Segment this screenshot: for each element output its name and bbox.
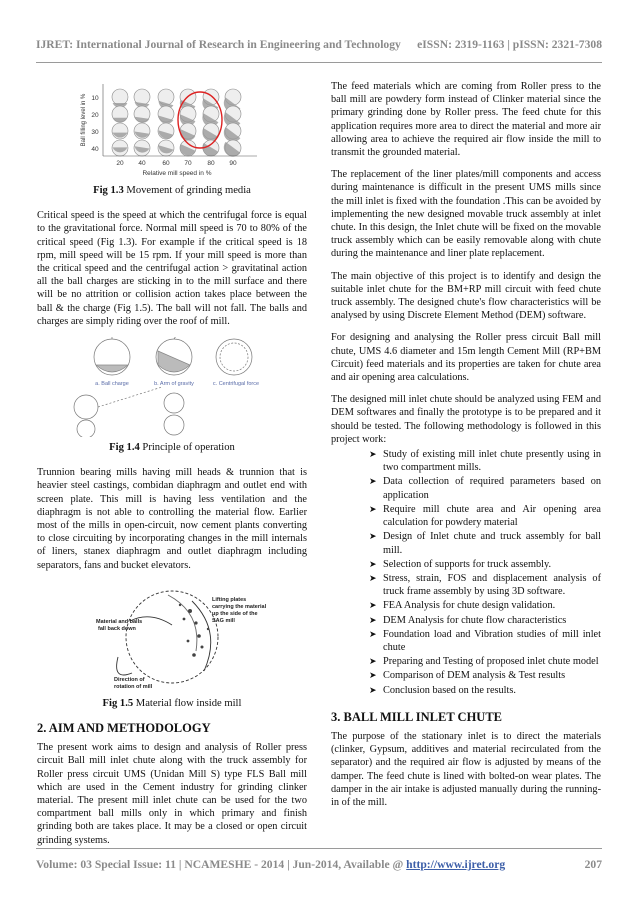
arrow-bullet-icon: ➤ [369, 449, 377, 460]
issn: eISSN: 2319-1163 | pISSN: 2321-7308 [417, 38, 602, 51]
list-item: ➤ Comparison of DEM analysis & Test results [369, 670, 566, 682]
arrow-bullet-icon: ➤ [369, 503, 377, 514]
arrow-bullet-icon: ➤ [369, 684, 377, 695]
y-tick: 20 [91, 112, 99, 119]
label-rotation: rotation of mill [114, 683, 153, 690]
list-item: ➤ Preparing and Testing of proposed inlet chute model [369, 656, 599, 668]
list-item: ➤ Require mill chute area and Air opening area calculation for powdery material [369, 503, 601, 529]
label-material-falls: Material and balls [96, 618, 143, 625]
paragraph: The designed mill inlet chute should be analyzed using FEM and DEM softwares and finally the prototype is to be prepared and it should be tested. The following methodology is followed in this project work: [331, 394, 601, 445]
label-rotation: Direction of [114, 676, 145, 683]
fig-1-4-principle-diagram [72, 337, 272, 437]
paragraph: The main objective of this project is to identify and design the suitable inlet chute for the BM+RP mill circuit with feed chute truck assembly. The designed chute's flow characteristics will be analysed by using Discrete Element Method (DEM) software. [331, 270, 601, 322]
x-axis-label: Relative mill speed in % [142, 170, 212, 177]
label-lifting-plates: SAG mill [212, 617, 235, 624]
list-item: ➤ Selection of supports for truck assembly. [369, 558, 552, 570]
paragraph: Critical speed is the speed at which the centrifugal force is equal to the gravitational force. Normal mill speed is 70 to 80% of the critical speed (Fig 1.3). For example if the critical speed is 18 rpm, mill speed will be 15 rpm. If your mill speed is more than the critical speed and the centrifugal action > gravitatinal action all the ball charges are sticking in to the mill surface and there will be no attrition or collision action takes place between the ball & the charge (Fig 1.5). The ball will not fall. The balls and charges are simply riding over the roof of mill. [37, 210, 307, 327]
label-lifting-plates: carrying the material [212, 603, 267, 610]
arrow-bullet-icon: ➤ [369, 600, 377, 611]
x-tick: 70 [184, 160, 192, 167]
page-number: 207 [584, 858, 602, 871]
arrow-bullet-icon: ➤ [369, 572, 377, 583]
list-item: ➤ FEA Analysis for chute design validation. [369, 600, 556, 612]
x-tick: 40 [138, 160, 146, 167]
label-ball-charge: a. Ball charge [95, 381, 129, 388]
fig-1-3-grinding-media-chart [77, 80, 267, 180]
footer-rule [36, 848, 602, 849]
list-item: ➤ Stress, strain, FOS and displacement analysis of truck frame assembly by using 3D software. [369, 572, 601, 598]
label-arm-of-gravity: b. Arm of gravity [154, 381, 194, 388]
y-tick: 40 [91, 146, 99, 153]
label-material-falls: fall back down [98, 625, 136, 632]
y-tick: 30 [91, 129, 99, 136]
left-column [37, 80, 307, 856]
mill-cross-section [112, 89, 128, 105]
arrow-bullet-icon: ➤ [369, 531, 377, 542]
journal-name: IJRET: International Journal of Research in Engineering and Technology [36, 38, 401, 51]
fig-1-5-material-flow-diagram [72, 581, 272, 693]
arrow-bullet-icon: ➤ [369, 614, 377, 625]
right-column [331, 80, 601, 818]
section-heading: 3. BALL MILL INLET CHUTE [331, 709, 503, 724]
list-item: ➤ Conclusion based on the results. [369, 684, 516, 696]
arrow-bullet-icon: ➤ [369, 656, 377, 667]
falling-material [179, 604, 209, 657]
list-item: ➤ DEM Analysis for chute flow characteristics [369, 614, 567, 626]
running-header [36, 38, 602, 60]
x-tick: 60 [162, 160, 170, 167]
arrow-bullet-icon: ➤ [369, 670, 377, 681]
arrow-bullet-icon: ➤ [369, 628, 377, 639]
list-item: ➤ Design of Inlet chute and truck assembly for ball mill. [369, 531, 601, 556]
y-axis-label: Ball filling level in % [81, 93, 87, 147]
ball-charge-fill [113, 118, 128, 123]
journal-link[interactable]: http://www.ijret.org [406, 858, 506, 871]
paragraph: For designing and analysing the Roller press circuit Ball mill chute, UMS 4.6 diameter and 15m length Cement Mill (RP+BM Circuit) feed materials and its properties are taken for chute area and air opening area calculations. [331, 332, 601, 384]
paragraph: The replacement of the liner plates/mill components and access during maintenance is difficult in the present UMS mills since the mill inlet is fixed with the foundation .This can be avoided by implementing the new designed movable truck assembly at inlet chute. In this design, the Inlet chute will be fixed on the movable truck assembly which can be easily removable along with chute during the maintenance and liner plate replacement. [331, 169, 601, 260]
y-tick: 10 [91, 95, 99, 102]
arrow-bullet-icon: ➤ [369, 476, 377, 487]
x-tick: 20 [116, 160, 124, 167]
label-lifting-plates: up the side of the [212, 610, 258, 617]
section-heading: 2. AIM AND METHODOLOGY [37, 721, 211, 736]
arrow-bullet-icon: ➤ [369, 558, 377, 569]
list-item: ➤ Foundation load and Vibration studies of mill inlet chute [369, 628, 601, 653]
x-tick: 90 [229, 160, 237, 167]
methodology-list [331, 448, 601, 697]
header-rule [36, 62, 602, 63]
label-centrifugal-force: c. Centrifugal force [212, 381, 260, 388]
paragraph: The feed materials which are coming from Roller press to the ball mill are powdery form instead of Clinker material since the primary grinding done by Roller press. The feed chute for this application requires more area to direct the material and more air allowing area to achieve the required air flow inside the mill to transmit the grounded material. [331, 81, 601, 159]
fig-1-3-caption: Fig 1.3 Movement of grinding media [93, 185, 251, 196]
x-tick: 80 [207, 160, 215, 167]
running-footer [36, 858, 602, 871]
label-lifting-plates: Lifting plates [212, 596, 247, 603]
paragraph: The purpose of the stationary inlet is to direct the materials (clinker, Gypsum, additives and material recirculated from the separator) and the required air flow is adjusted by means of the damper. The feed chute is lined with bolted-on wear plates. The damper in the air intake is adjusted manually during the running-in of the mill. [331, 730, 601, 808]
fig-1-5-caption: Fig 1.5 Material flow inside mill [102, 697, 242, 709]
paragraph: Trunnion bearing mills having mill heads & trunnion that is heavier steel castings, combidan diaphragm and outlet end with screen plate. This mill is having less ventilation and the diaphragm is not able to controlling the material flow. Earlier most of the mills in open-circuit, now cement plants converting to close circuiting by incorporating changes in the mill internals of liners, stanex diaphragm and outlet diaphragm including separators, fans and bucket elevators. [37, 467, 307, 571]
paragraph: The present work aims to design and analysis of Roller press circuit Ball mill inlet chute along with the truck assembly for Roller press circuit UMS (Unidan Mill S) type FLS Ball mill which are used in the Cement industry for grinding clinker material. The present mill inlet chute can be used for the two compartment ball mills only in which primary and finish grinding both are takes place. It may be a closed or open circuit grinding systems. [37, 742, 307, 846]
fig-1-4-caption: Fig 1.4 Principle of operation [109, 442, 235, 454]
footer-citation: Volume: 03 Special Issue: 11 | NCAMESHE - 2014 | Jun-2014, Available @ [36, 858, 407, 871]
list-item: ➤ Data collection of required parameters based on application [369, 476, 601, 501]
list-item: ➤ Study of existing mill inlet chute presently using in two compartment mills. [369, 449, 601, 474]
